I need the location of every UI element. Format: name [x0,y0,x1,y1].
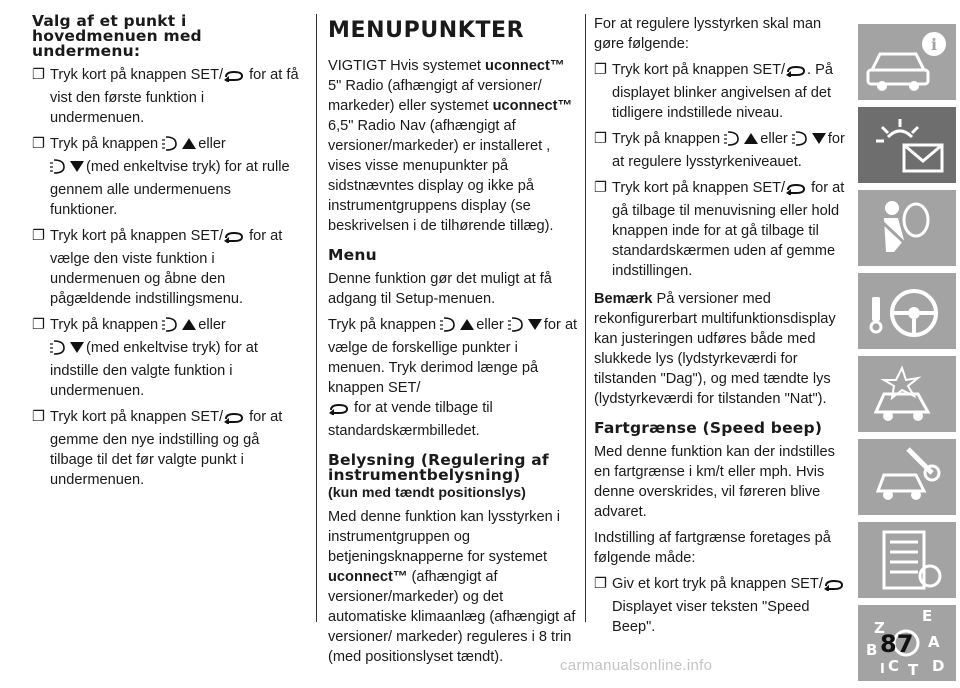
index-letter: C [888,657,900,675]
car-info-icon [858,24,956,100]
section-heading-speed-beep: Fartgrænse (Speed beep) [594,419,823,437]
list-item: ❐ Giv et kort tryk på knappen SET/ Displayet viser teksten "Speed Beep". [594,574,850,637]
bullet-box-icon: ❐ [594,180,608,196]
index-letter: E [922,607,933,625]
bullet-box-icon: ❐ [594,131,608,147]
tab-car-info[interactable] [858,24,956,100]
service-wrench-icon [858,439,956,515]
back-arrow-icon [223,68,245,88]
tab-emergency[interactable] [858,356,956,432]
index-letter: I [880,662,885,677]
back-arrow-icon [823,577,845,597]
index-letter: A [928,633,940,651]
tab-steering[interactable] [858,273,956,349]
back-arrow-icon [328,401,350,421]
bullet-box-icon: ❐ [32,409,46,425]
list-item: ❐ Tryk på knappen eller for at regulere lysstyrkeniveauet. [594,131,845,170]
car-emergency-icon [858,356,956,432]
list-item: ❐ Tryk kort på knappen SET/ for at vælge den viste funktion i undermenuen og åbne den pågældende indstillingsmenu. [32,228,283,307]
steering-wheel-icon [858,273,956,349]
tab-dashboard-lights[interactable] [858,107,956,183]
index-letter: Z [874,619,885,637]
watermark: carmanualsonline.info [560,657,713,674]
paragraph: For at regulere lysstyrken skal man gøre følgende: [594,16,822,52]
dashboard-lights-icon [858,107,956,183]
svg-text:i: i [930,35,938,54]
back-arrow-icon [785,181,807,201]
tab-service[interactable] [858,439,956,515]
list-item: ❐ Tryk kort på knappen SET/ for at gå tilbage til menuvisning eller hold knappen inde for at gå tilbage til standardskærmen uden af gemme indstillingen. [594,180,845,279]
column-rule-left [316,14,317,622]
column-1 [32,14,300,496]
section-heading-menu: Menu [328,246,377,264]
section-heading-submenu: Valg af et punkt i hovedmenuen med undermenu: [32,12,202,60]
list-item: ❐ Tryk kort på knappen SET/ . På displayet blinker angivelsen af det tidligere indstillede niveau. [594,62,834,121]
brightness-up-icon [440,316,476,338]
section-subheading: (kun med tændt positionslys) [328,485,526,501]
index-letter: T [908,661,919,679]
back-arrow-icon [223,229,245,249]
chapter-tabs [858,24,956,688]
paragraph: Indstilling af fartgrænse foretages på følgende måde: [594,530,831,566]
bullet-box-icon: ❐ [32,317,46,333]
list-item: ❐ Tryk kort på knappen SET/ for at få vist den første funktion i undermenuen. [32,67,299,126]
note-paragraph: Bemærk På versioner med rekonfigurerbart multifunktionsdisplay kan justeringen udføres både med slukkede lys (lydstyrkeværdi for tilstanden "Dag"), og med tændte lys (lydstyrkeværdi for tilstanden "Nat"). [594,291,836,407]
index-letter: D [932,657,945,675]
bullet-box-icon: ❐ [32,136,46,152]
tab-specifications[interactable] [858,522,956,598]
page-title: MENUPUNKTER [328,18,525,43]
list-item: ❐ Tryk på knappen eller (med enkeltvise tryk) for at rulle gennem alle undermenuens funktioner. [32,136,290,218]
paragraph: Med denne funktion kan der indstilles en fartgrænse i km/t eller mph. Hvis denne overskrides, vil føreren blive advaret. [594,444,835,520]
important-note: VIGTIGT Hvis systemet uconnect™ 5" Radio (afhængigt af versioner/ markeder) eller systemet uconnect™ 6,5" Radio Nav (afhængigt af versioner/markeder) er installeret , vises visse menupunkter på sidstnævntes display og ikke på instrumentgruppens display (se beskrivelsen i de tilhørende tillæg). [328,58,573,234]
paragraph: Tryk på knappen eller for at vælge de forskellige punkter i menuen. Tryk derimod længe på knappen SET/ for at vende tilbage til standardskærmbilledet. [328,317,578,439]
brightness-down-icon [50,339,86,361]
page-number: 87 [880,630,914,658]
paragraph: Med denne funktion kan lysstyrken i instrumentgruppen og betjeningsknapperne for systemet uconnect™ (afhængigt af versioner/markeder) og det automatiske klimaanlæg (afhængigt af versioner/ markeder) reguleres i 8 trin (med positionslyset tændt). [328,509,576,665]
brightness-down-icon [508,316,544,338]
list-item: ❐ Tryk på knappen eller (med enkeltvise tryk) for at indstille den valgte funktion i undermenuen. [32,317,258,399]
index-letter: B [866,641,878,659]
safety-airbag-icon [858,190,956,266]
list-item: ❐ Tryk kort på knappen SET/ for at gemme den nye indstilling og gå tilbage til det før valgte punkt i undermenuen. [32,409,283,488]
section-heading-belysning: Belysning (Regulering af instrumentbelysning) [328,451,549,484]
bullet-box-icon: ❐ [32,228,46,244]
tab-safety[interactable] [858,190,956,266]
brightness-up-icon [162,135,198,157]
column-rule-right [585,14,586,622]
paragraph: Denne funktion gør det muligt at få adgang til Setup-menuen. [328,271,552,307]
bullet-box-icon: ❐ [32,67,46,83]
specifications-list-icon [858,522,956,598]
column-2 [328,14,578,673]
column-3 [594,14,850,643]
brightness-down-icon [50,158,86,180]
brightness-up-icon [162,316,198,338]
back-arrow-icon [785,63,807,83]
back-arrow-icon [223,410,245,430]
bullet-box-icon: ❐ [594,576,608,592]
bullet-box-icon: ❐ [594,62,608,78]
brightness-down-icon [792,130,828,152]
brightness-up-icon [724,130,760,152]
